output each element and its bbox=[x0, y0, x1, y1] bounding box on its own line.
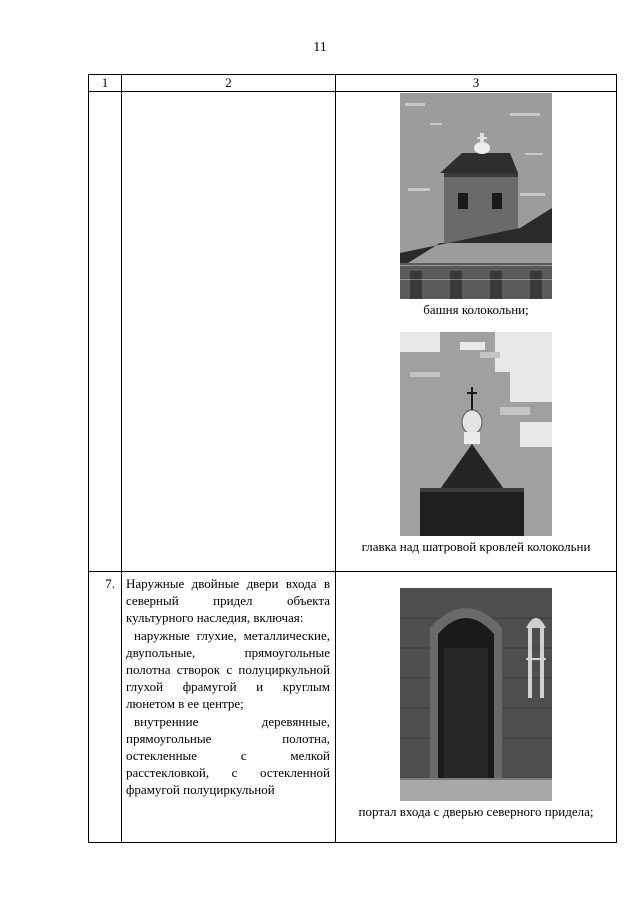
cupola-caption: главка над шатровой кровлей колокольни bbox=[361, 539, 591, 554]
description-paragraph: наружные глухие, металлические, двупольные, прямоугольные полотна створок с полуциркульной глухой фрамугой и круглым люнетом в ее центре; bbox=[126, 627, 330, 712]
row-description bbox=[122, 572, 336, 843]
column-header-1: 1 bbox=[89, 75, 122, 92]
cupola-photo bbox=[400, 332, 552, 536]
row-number: 7. bbox=[89, 572, 122, 843]
column-header-3: 3 bbox=[336, 75, 617, 92]
description-paragraph: внутренние деревянные, прямоугольные полотна, остекленные с мелкой расстекловкой, с остекленной фрамугой полуциркульной bbox=[126, 713, 330, 798]
monument-table bbox=[88, 74, 617, 843]
photo-cell bbox=[336, 92, 617, 572]
description-cell-empty bbox=[122, 92, 336, 572]
table-row-7 bbox=[89, 572, 617, 843]
page-number: 11 bbox=[313, 40, 327, 55]
column-header-2: 2 bbox=[122, 75, 336, 92]
north-portal-photo bbox=[400, 588, 552, 801]
description-paragraph: Наружные двойные двери входа в северный придел объекта культурного наследия, включая: bbox=[126, 576, 330, 626]
bell-tower-caption: башня колокольни; bbox=[423, 302, 529, 317]
bell-tower-photo bbox=[400, 93, 552, 299]
portal-caption: портал входа с дверью северного придела; bbox=[358, 804, 594, 819]
row-number-cell-empty bbox=[89, 92, 122, 572]
header-row bbox=[89, 75, 617, 92]
photo-cell bbox=[336, 572, 617, 843]
table-row-continued bbox=[89, 92, 617, 572]
